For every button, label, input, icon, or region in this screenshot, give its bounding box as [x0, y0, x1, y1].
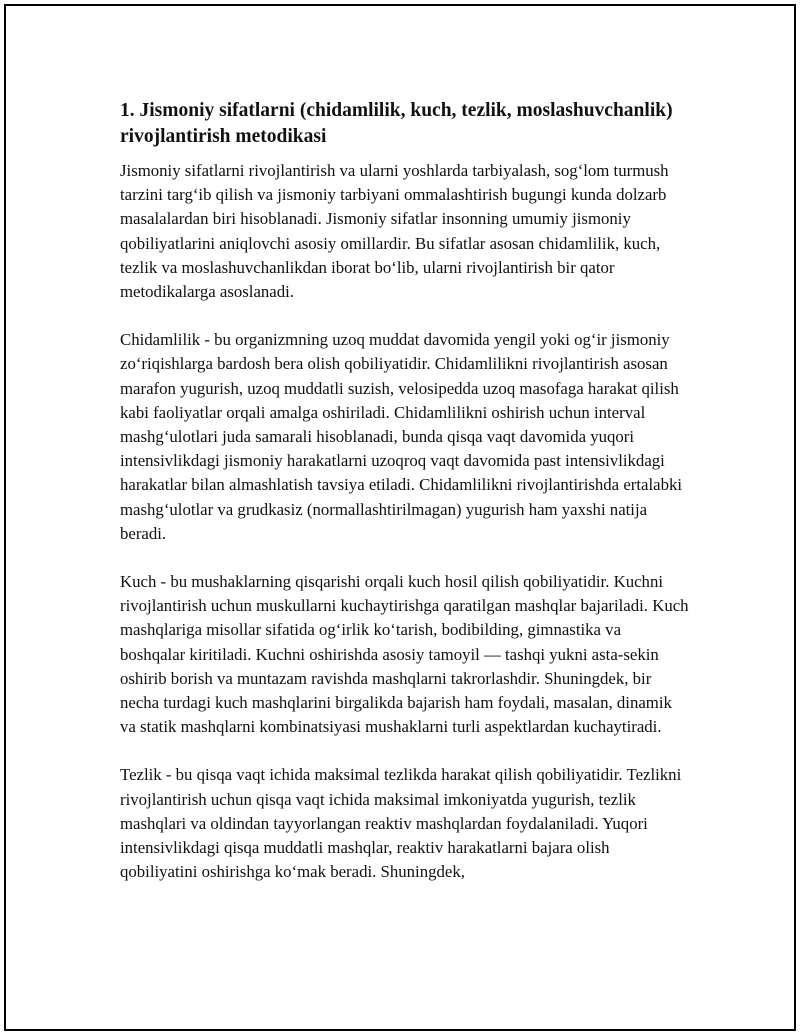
- paragraph-endurance: Chidamlilik - bu organizmning uzoq muddat davomida yengil yoki og‘ir jismoniy zo‘riqishlarga bardosh bera olish qobiliyatidir. Chidamlilikni rivojlantirish asosan marafon yugurish, uzoq muddatli suzish, velosipedda uzoq masofaga harakat qilish kabi faoliyatlar orqali amalga oshiriladi. Chidamlilikni oshirish uchun interval mashg‘ulotlari juda samarali hisoblanadi, bunda qisqa vaqt davomida yuqori intensivlikdagi jismoniy harakatlarni uzoqroq vaqt davomida past intensivlikdagi harakatlar bilan almashlatish tavsiya etiladi. Chidamlilikni rivojlantirishda ertalabki mashg‘ulotlar va grudkasiz (normallashtirilmagan) yugurish ham yaxshi natija beradi.: [120, 330, 683, 543]
- page-frame: [4, 4, 796, 1031]
- paragraph-strength: Kuch - bu mushaklarning qisqarishi orqali kuch hosil qilish qobiliyatidir. Kuchni rivojlantirish uchun muskullarni kuchaytirishga qaratilgan mashqlar bajariladi. Kuch mashqlariga misollar sifatida og‘irlik ko‘tarish, bodibilding, gimnastika va boshqalar kiritiladi. Kuchni oshirishda asosiy tamoyil — tashqi yukni asta-sekin oshirib borish va muntazam ravishda mashqlarni takrorlashdir. Shuningdek, bir necha turdagi kuch mashqlarini birgalikda bajarish ham foydali, masalan, dinamik va statik mashqlarni kombinatsiyasi mushaklarni turli aspektlardan kuchaytiradi.: [120, 572, 689, 737]
- paragraph-speed: Tezlik - bu qisqa vaqt ichida maksimal tezlikda harakat qilish qobiliyatidir. Tezlikni rivojlantirish uchun qisqa vaqt ichida maksimal imkoniyatda yugurish, tezlik mashqlari va oldindan tayyorlangan reaktiv mashqlardan foydalaniladi. Yuqori intensivlikdagi qisqa muddatli mashqlar, reaktiv harakatlarni bajara olish qobiliyatini oshirishga ko‘mak beradi. Shuningdek,: [120, 765, 682, 882]
- document-body: [120, 98, 690, 908]
- paragraph-intro: Jismoniy sifatlarni rivojlantirish va ularni yoshlarda tarbiyalash, sog‘lom turmush tarzini targ‘ib qilish va jismoniy tarbiyani ommalashtirish bugungi kunda dolzarb masalalardan biri hisoblanadi. Jismoniy sifatlar insonning umumiy jismoniy qobiliyatlarini aniqlovchi asosiy omillardir. Bu sifatlar asosan chidamlilik, kuch, tezlik va moslashuvchanlikdan iborat bo‘lib, ularni rivojlantirish bir qator metodikalarga asoslanadi.: [120, 161, 669, 302]
- section-heading: 1. Jismoniy sifatlarni (chidamlilik, kuch, tezlik, moslashuvchanlik) rivojlantirish metodikasi: [120, 100, 673, 147]
